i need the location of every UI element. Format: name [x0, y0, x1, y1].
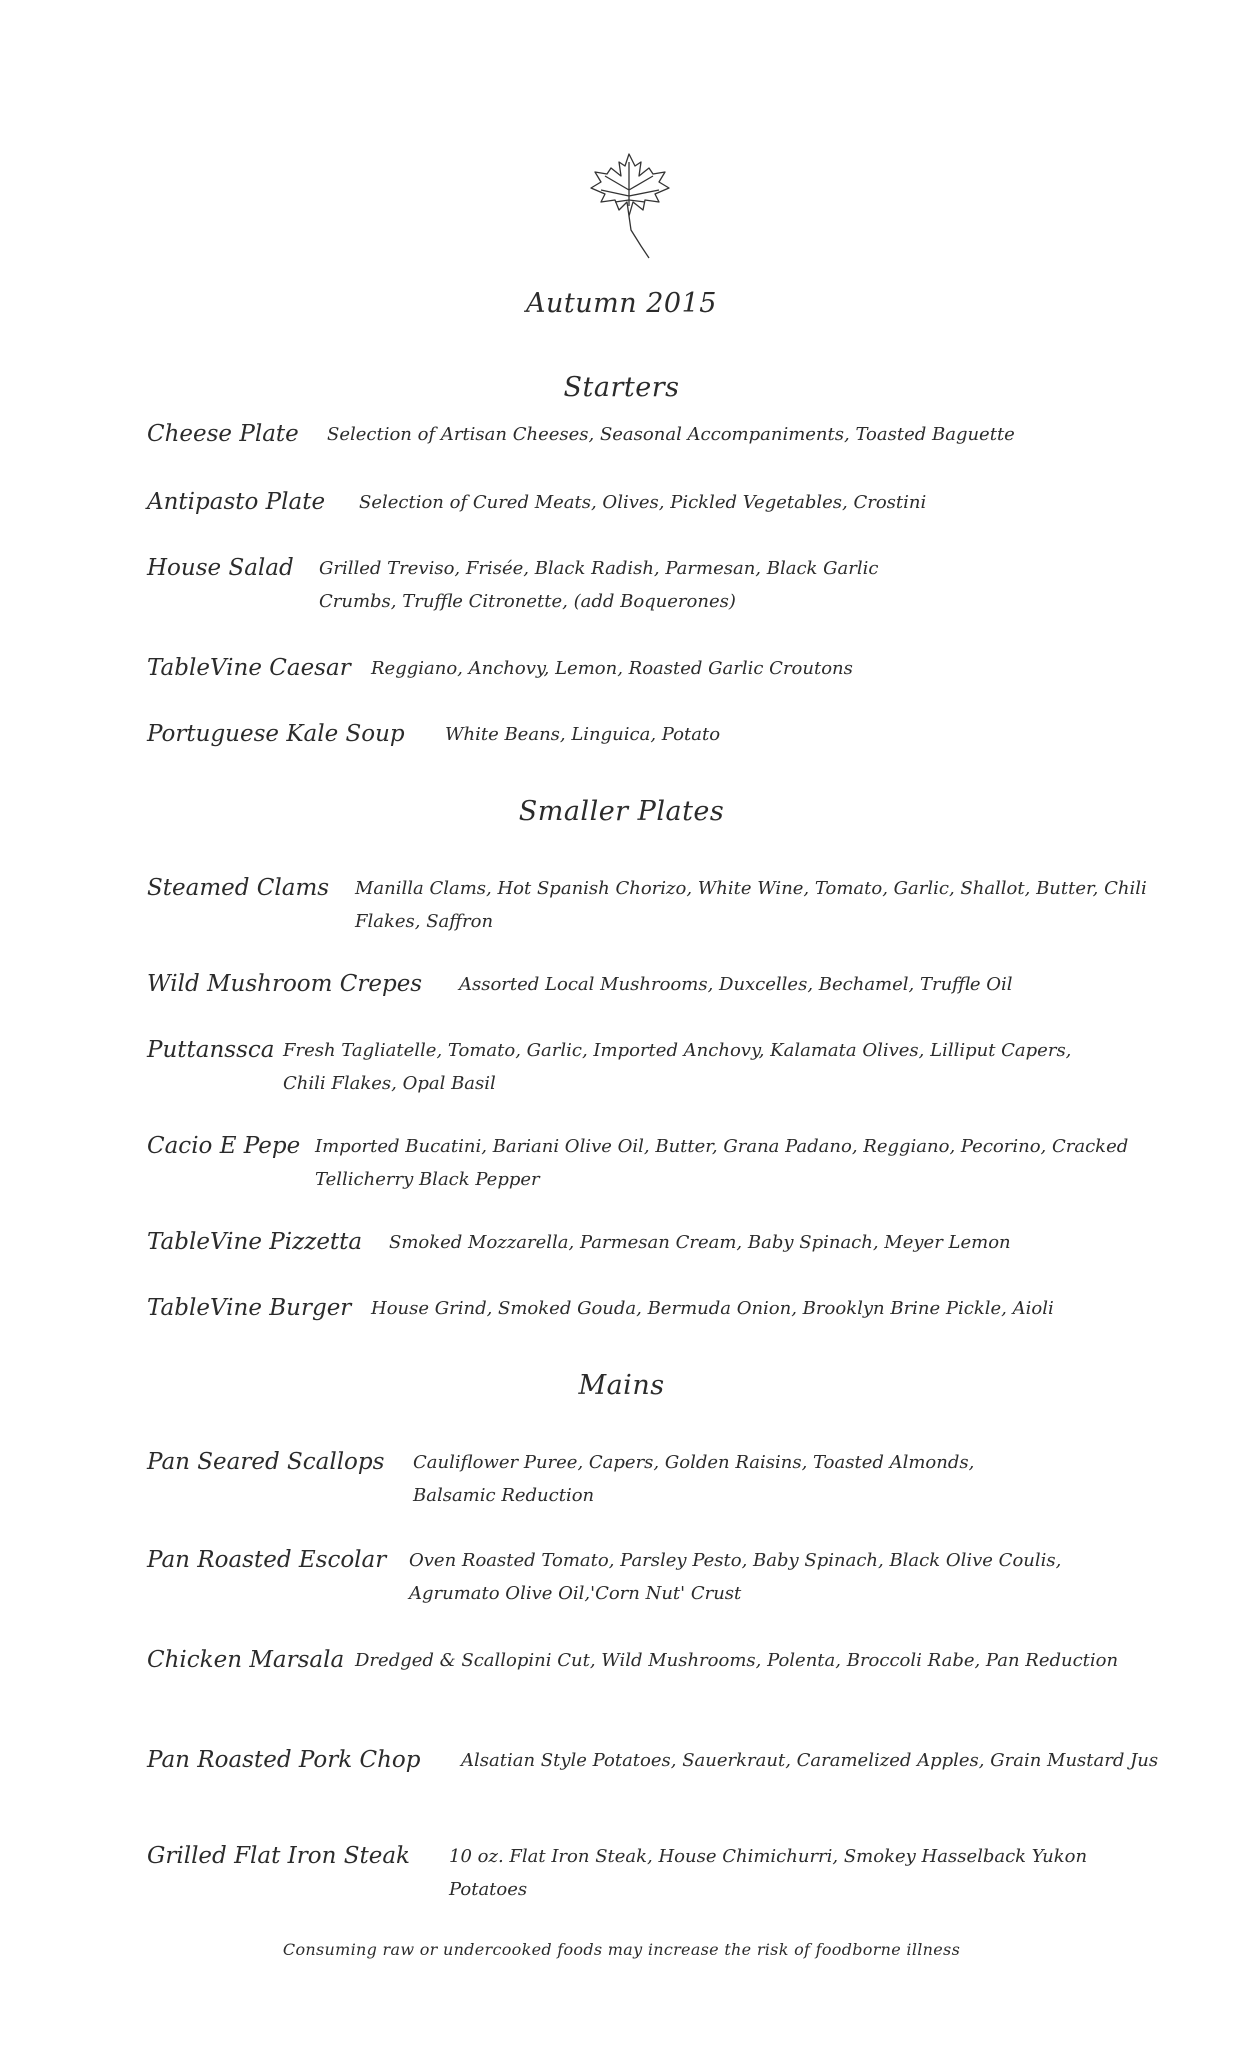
menu-item	[147, 1446, 1203, 1506]
item-description: Selection of Artisan Cheeses, Seasonal Accompaniments, Toasted Baguette	[327, 424, 1015, 445]
item-description: Selection of Cured Meats, Olives, Pickled Vegetables, Crostini	[359, 492, 927, 513]
item-name: Cheese Plate	[147, 421, 299, 447]
item-name: Cacio E Pepe	[147, 1133, 301, 1159]
menu-item	[147, 486, 1203, 519]
item-name: Chicken Marsala	[147, 1647, 345, 1673]
menu-item	[147, 718, 1203, 751]
menu-item	[147, 552, 1203, 612]
menu-item	[147, 1292, 1203, 1325]
section-title-starters: Starters	[563, 372, 680, 403]
item-description: Imported Bucatini, Bariani Olive Oil, Butter, Grana Padano, Reggiano, Pecorino, Cracked Tellicherry Black Pepper	[315, 1136, 1129, 1190]
item-name: Wild Mushroom Crepes	[147, 971, 423, 997]
section-title-mains: Mains	[578, 1370, 665, 1401]
menu-item	[147, 1744, 1203, 1777]
item-description: 10 oz. Flat Iron Steak, House Chimichurri, Smokey Hasselback Yukon Potatoes	[449, 1846, 1088, 1900]
item-description: Manilla Clams, Hot Spanish Chorizo, White Wine, Tomato, Garlic, Shallot, Butter, Chili Flakes, Saffron	[355, 878, 1147, 932]
menu-item	[147, 1840, 1203, 1900]
menu-item	[147, 1130, 1203, 1190]
menu-item	[147, 1034, 1203, 1094]
item-description: Alsatian Style Potatoes, Sauerkraut, Caramelized Apples, Grain Mustard Jus	[461, 1750, 1159, 1771]
menu-item	[147, 1226, 1203, 1259]
menu-title: Autumn 2015	[526, 288, 717, 319]
footer-note: Consuming raw or undercooked foods may increase the risk of foodborne illness	[282, 1940, 961, 1959]
item-description: Smoked Mozzarella, Parmesan Cream, Baby Spinach, Meyer Lemon	[389, 1232, 1011, 1253]
item-name: Steamed Clams	[147, 875, 330, 901]
item-name: TableVine Pizzetta	[147, 1229, 363, 1255]
item-description: Grilled Treviso, Frisée, Black Radish, Parmesan, Black Garlic Crumbs, Truffle Citronette, (add Boquerones)	[319, 558, 879, 612]
item-name: Puttanssca	[147, 1037, 275, 1063]
item-description: Dredged & Scallopini Cut, Wild Mushrooms, Polenta, Broccoli Rabe, Pan Reduction	[355, 1650, 1119, 1671]
item-description: Cauliflower Puree, Capers, Golden Raisins, Toasted Almonds, Balsamic Reduction	[413, 1452, 975, 1506]
menu-item	[147, 652, 1203, 685]
section-title-smaller-plates: Smaller Plates	[518, 796, 725, 827]
item-name: TableVine Burger	[147, 1295, 352, 1321]
item-name: House Salad	[147, 555, 294, 581]
menu-item	[147, 1644, 1203, 1677]
item-name: Antipasto Plate	[147, 489, 326, 515]
item-name: Pan Seared Scallops	[147, 1449, 385, 1475]
item-name: TableVine Caesar	[147, 655, 351, 681]
maple-leaf-icon	[585, 150, 675, 262]
menu-item	[147, 1544, 1203, 1604]
item-description: Reggiano, Anchovy, Lemon, Roasted Garlic Croutons	[371, 658, 853, 679]
item-description: House Grind, Smoked Gouda, Bermuda Onion, Brooklyn Brine Pickle, Aioli	[371, 1298, 1054, 1319]
item-description: Fresh Tagliatelle, Tomato, Garlic, Imported Anchovy, Kalamata Olives, Lilliput Capers, Chili Flakes, Opal Basil	[283, 1040, 1072, 1094]
item-name: Pan Roasted Pork Chop	[147, 1747, 421, 1773]
item-name: Portuguese Kale Soup	[147, 721, 405, 747]
item-description: Oven Roasted Tomato, Parsley Pesto, Baby Spinach, Black Olive Coulis, Agrumato Olive Oil,'Corn Nut' Crust	[409, 1550, 1062, 1604]
menu-item	[147, 418, 1203, 451]
item-name: Grilled Flat Iron Steak	[147, 1843, 410, 1869]
menu-item	[147, 968, 1203, 1001]
menu-item	[147, 872, 1203, 932]
item-name: Pan Roasted Escolar	[147, 1547, 387, 1573]
item-description: White Beans, Linguica, Potato	[445, 724, 721, 745]
item-description: Assorted Local Mushrooms, Duxcelles, Bechamel, Truffle Oil	[459, 974, 1013, 995]
